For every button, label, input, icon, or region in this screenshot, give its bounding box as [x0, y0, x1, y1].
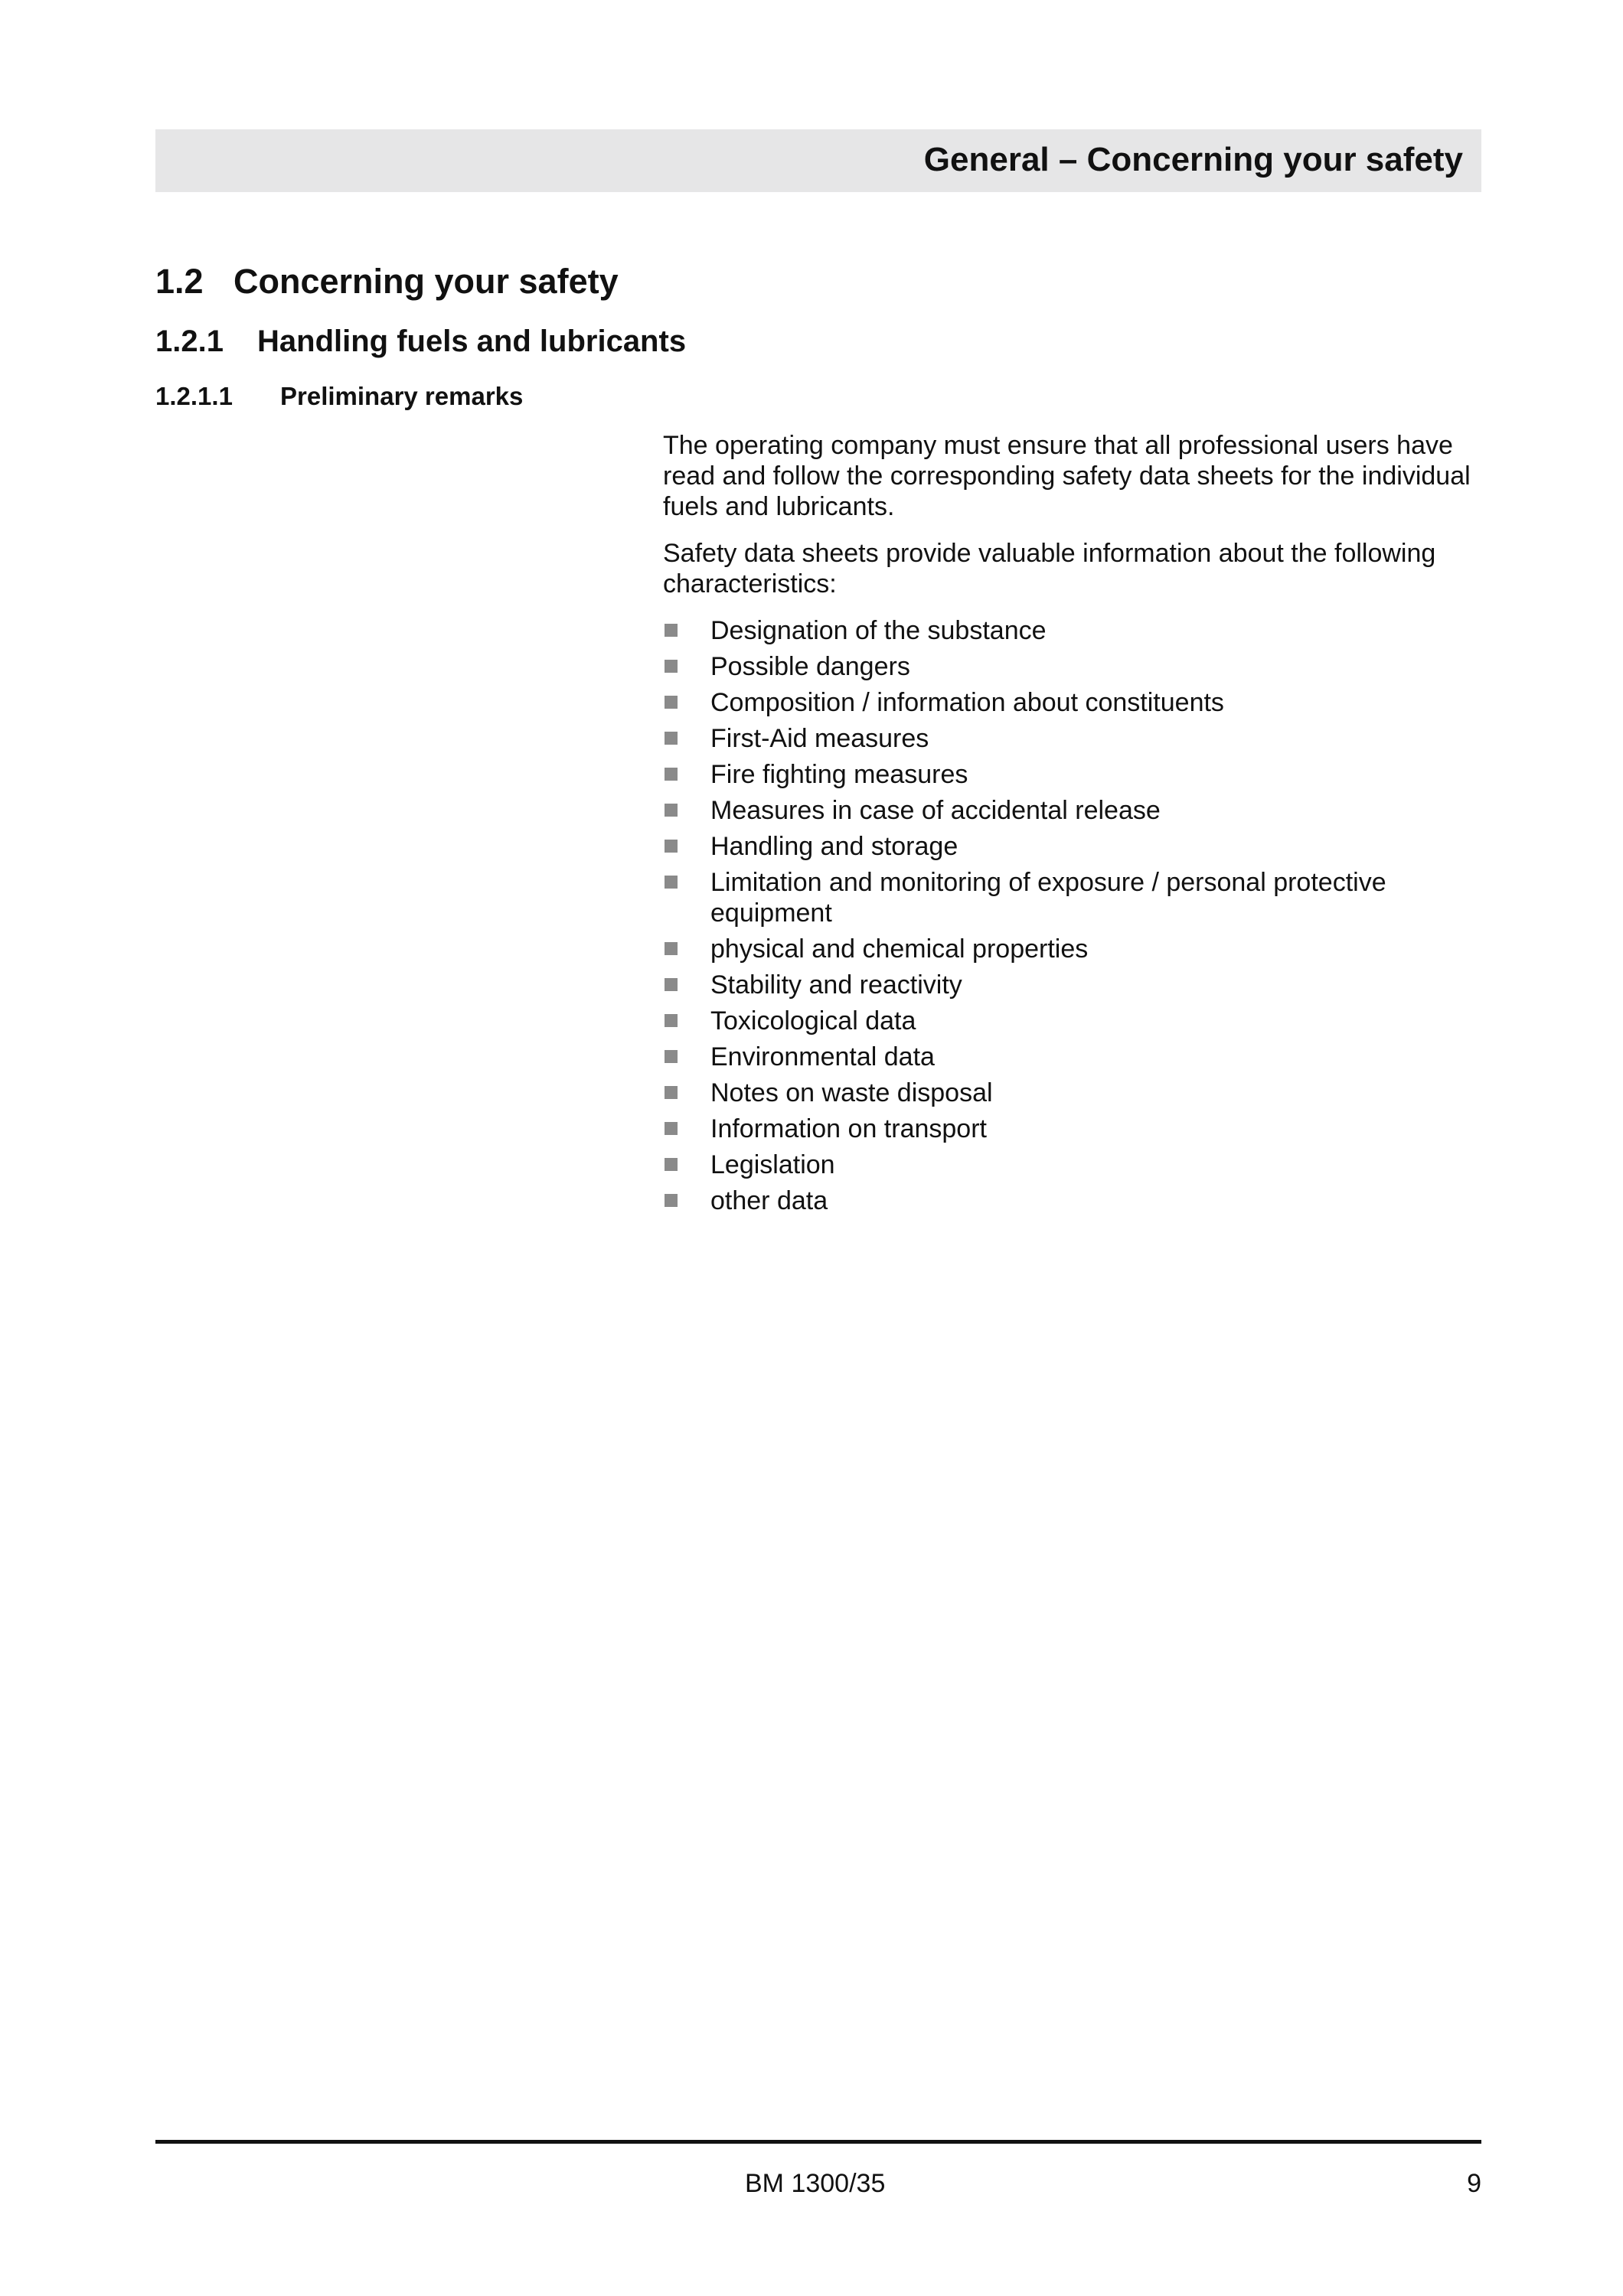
list-item-text: Legislation [710, 1150, 835, 1179]
list-item [663, 759, 1484, 790]
list-item-text: Toxicological data [710, 1006, 916, 1035]
intro-paragraph: The operating company must ensure that all professional users have read and follow the corresponding safety data sheets for the individual fuels and lubricants. [663, 431, 1471, 521]
square-bullet-icon [665, 1014, 678, 1027]
subsection-number: 1.2.1 [155, 325, 224, 358]
list-item-text: Composition / information about constituents [710, 688, 1224, 717]
list-item [663, 1186, 1484, 1216]
square-bullet-icon [665, 1122, 678, 1135]
list-item-text: Possible dangers [710, 652, 910, 681]
list-item [663, 687, 1484, 718]
square-bullet-icon [665, 768, 678, 781]
list-item [663, 651, 1484, 682]
square-bullet-icon [665, 978, 678, 991]
footer-divider [155, 2140, 1481, 2144]
square-bullet-icon [665, 624, 678, 637]
section-heading [155, 259, 619, 305]
square-bullet-icon [665, 696, 678, 709]
square-bullet-icon [665, 1194, 678, 1207]
list-item-text: Notes on waste disposal [710, 1078, 993, 1107]
list-item [663, 1006, 1484, 1036]
list-item-text: Fire fighting measures [710, 760, 968, 789]
square-bullet-icon [665, 732, 678, 745]
list-item [663, 723, 1484, 754]
list-item-text: First-Aid measures [710, 724, 929, 753]
list-item-text: Information on transport [710, 1114, 987, 1143]
list-item [663, 1150, 1484, 1180]
square-bullet-icon [665, 1158, 678, 1171]
list-item [663, 795, 1484, 826]
running-header [155, 129, 1481, 192]
subsection-title: Handling fuels and lubricants [257, 325, 687, 358]
square-bullet-icon [665, 1050, 678, 1063]
list-item-text: Environmental data [710, 1042, 935, 1071]
characteristics-paragraph: Safety data sheets provide valuable information about the following characteristics: [663, 539, 1436, 598]
characteristics-list [663, 615, 1484, 1216]
square-bullet-icon [665, 804, 678, 817]
list-item [663, 1078, 1484, 1108]
list-item-text: physical and chemical properties [710, 934, 1089, 964]
list-item-text: other data [710, 1186, 828, 1215]
list-item-text: Measures in case of accidental release [710, 796, 1161, 825]
list-item [663, 970, 1484, 1000]
section-title: Concerning your safety [233, 262, 619, 301]
running-header-title: General – Concerning your safety [923, 141, 1463, 178]
list-item [663, 831, 1484, 862]
square-bullet-icon [665, 660, 678, 673]
list-item [663, 867, 1484, 928]
body-text-column [663, 430, 1484, 1221]
subsubsection-number: 1.2.1.1 [155, 382, 233, 410]
list-item-text: Handling and storage [710, 832, 958, 861]
list-item-text: Designation of the substance [710, 616, 1047, 645]
square-bullet-icon [665, 942, 678, 955]
square-bullet-icon [665, 840, 678, 853]
section-number: 1.2 [155, 262, 204, 301]
list-item [663, 934, 1484, 964]
list-item [663, 1042, 1484, 1072]
list-item [663, 1114, 1484, 1144]
square-bullet-icon [665, 876, 678, 889]
document-code: BM 1300/35 [745, 2169, 886, 2198]
list-item-text: Stability and reactivity [710, 970, 962, 1000]
square-bullet-icon [665, 1086, 678, 1099]
page-number: 9 [1467, 2169, 1481, 2198]
list-item-text: Limitation and monitoring of exposure / personal protective equipment [710, 868, 1386, 928]
subsubsection-heading [155, 380, 523, 413]
subsection-heading [155, 321, 686, 361]
subsubsection-title: Preliminary remarks [280, 382, 524, 410]
list-item [663, 615, 1484, 646]
